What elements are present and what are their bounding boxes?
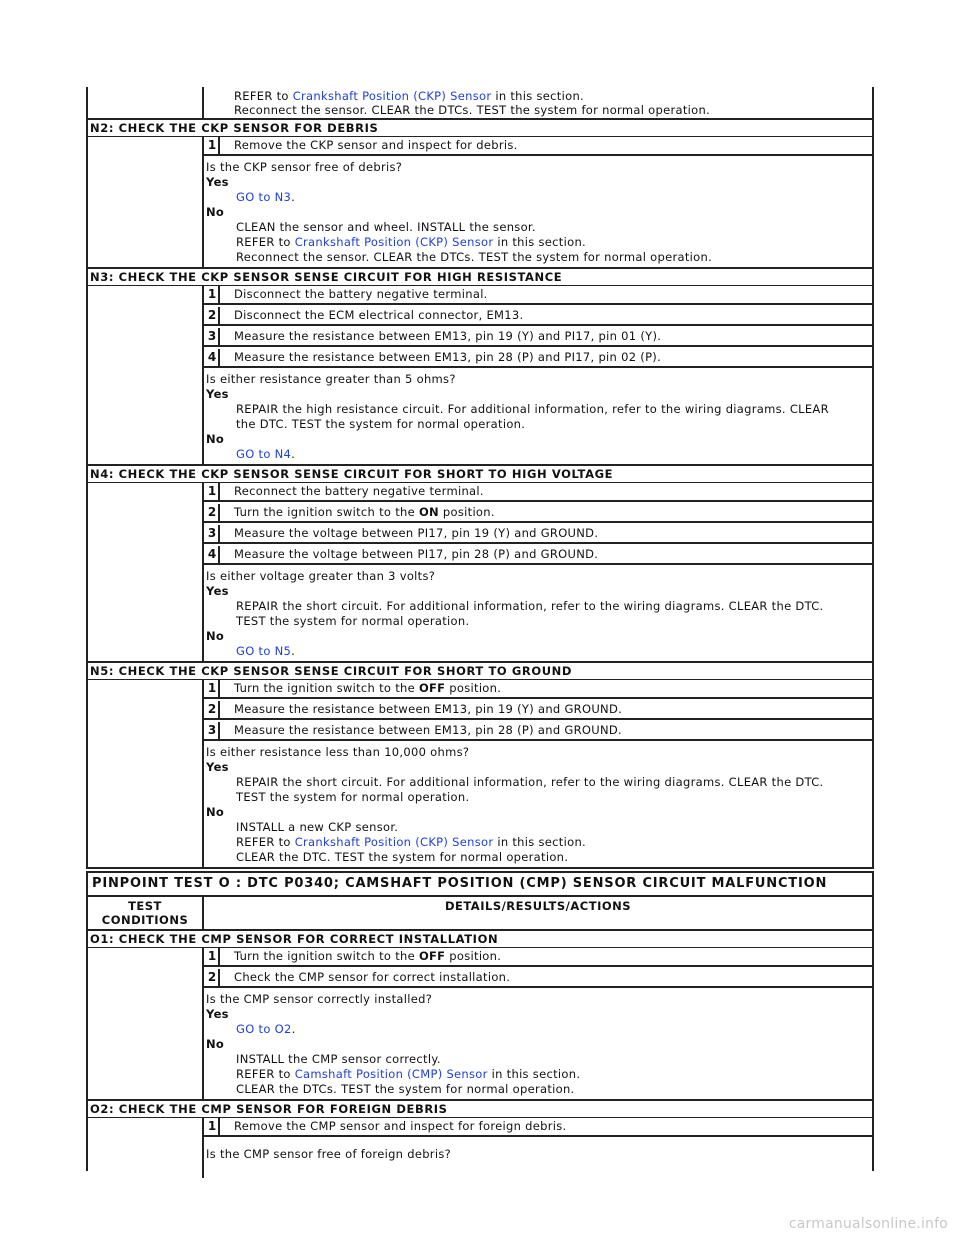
cmp-sensor-link[interactable]: Camshaft Position (CMP) Sensor (294, 1067, 488, 1081)
step-row (204, 948, 872, 967)
step-row (204, 286, 872, 305)
ckp-sensor-link[interactable]: Crankshaft Position (CKP) Sensor (292, 89, 492, 103)
step-number: 1 (204, 680, 220, 697)
step-number: 4 (204, 546, 220, 563)
no-label: No (206, 432, 225, 446)
column-header-row (88, 897, 872, 929)
step-text: Turn the ignition switch to the OFF position. (234, 949, 502, 963)
pinpoint-test-o-table (86, 871, 874, 1171)
test-conditions-header: TEST CONDITIONS (88, 897, 204, 929)
step-number: 3 (204, 525, 220, 542)
step-text: Measure the resistance between EM13, pin 19 (Y) and GROUND. (234, 702, 623, 716)
n3-result: Is either resistance greater than 5 ohms? Yes REPAIR the high resistance circuit. For additional information, refer to the wiring diagrams. CLEAR the DTC. TEST the system for normal operation. No GO to N4. (204, 370, 872, 464)
o2-header: O2: CHECK THE CMP SENSOR FOR FOREIGN DEBRIS (88, 1099, 872, 1118)
no-label: No (206, 805, 225, 819)
step-text: Reconnect the battery negative terminal. (234, 484, 484, 498)
step-row (204, 504, 872, 523)
step-text: Turn the ignition switch to the OFF position. (234, 681, 502, 695)
watermark: carmanualsonline.info (788, 1216, 948, 1232)
step-number: 2 (204, 969, 220, 986)
question: Is the CMP sensor free of foreign debris? (206, 1147, 452, 1161)
step-row (204, 1118, 872, 1137)
step-text: Measure the voltage between PI17, pin 28 (P) and GROUND. (234, 547, 599, 561)
step-number: 2 (204, 504, 220, 521)
o1-row (88, 948, 872, 1099)
step-row (204, 525, 872, 544)
step-number: 2 (204, 701, 220, 718)
o1-header: O1: CHECK THE CMP SENSOR FOR CORRECT INSTALLATION (88, 929, 872, 948)
ckp-sensor-link[interactable]: Crankshaft Position (CKP) Sensor (294, 835, 494, 849)
step-row (204, 969, 872, 988)
go-to-n3-link[interactable]: GO to N3 (236, 190, 292, 204)
n2-row (88, 137, 872, 267)
n2-result: Is the CKP sensor free of debris? Yes GO to N3. No CLEAN the sensor and wheel. INSTALL the sensor. REFER to Crankshaft Position (CKP) Sensor in this section. Reconnect the sensor. CLEAR the DTCs. TEST the system for normal operation. (204, 158, 872, 267)
o2-row (88, 1118, 872, 1178)
step-text: Disconnect the battery negative terminal. (234, 287, 488, 301)
question: Is either resistance greater than 5 ohms? (206, 372, 456, 386)
step-number: 1 (204, 286, 220, 303)
question: Is the CKP sensor free of debris? (206, 160, 403, 174)
pinpoint-test-n-table (86, 87, 874, 869)
step-number: 3 (204, 722, 220, 739)
step-number: 2 (204, 307, 220, 324)
ckp-sensor-link[interactable]: Crankshaft Position (CKP) Sensor (294, 235, 494, 249)
step-number: 1 (204, 137, 220, 154)
table-title: PINPOINT TEST O : DTC P0340; CAMSHAFT POSITION (CMP) SENSOR CIRCUIT MALFUNCTION (88, 873, 872, 897)
step-text: Measure the resistance between EM13, pin 28 (P) and GROUND. (234, 723, 622, 737)
go-to-n4-link[interactable]: GO to N4 (236, 447, 292, 461)
question: Is either voltage greater than 3 volts? (206, 569, 436, 583)
step-row (204, 546, 872, 565)
yes-label: Yes (206, 584, 229, 598)
step-row (204, 307, 872, 326)
details-header: DETAILS/RESULTS/ACTIONS (444, 899, 632, 913)
step-row (204, 483, 872, 502)
step-number: 1 (204, 1118, 220, 1135)
step-number: 1 (204, 948, 220, 965)
question: Is either resistance less than 10,000 ohms? (206, 745, 470, 759)
step-text: Measure the voltage between PI17, pin 19 (Y) and GROUND. (234, 526, 599, 540)
step-text: Turn the ignition switch to the ON position. (234, 505, 495, 519)
step-row (204, 328, 872, 347)
n1-continuation-row (88, 87, 872, 118)
n3-row (88, 286, 872, 464)
step-text: Measure the resistance between EM13, pin 28 (P) and PI17, pin 02 (P). (234, 350, 662, 364)
yes-label: Yes (206, 1007, 229, 1021)
yes-label: Yes (206, 760, 229, 774)
no-label: No (206, 205, 225, 219)
go-to-o2-link[interactable]: GO to O2 (236, 1022, 292, 1036)
yes-label: Yes (206, 387, 229, 401)
n1-continuation-text: REFER to Crankshaft Position (CKP) Sensor in this section. Reconnect the sensor. CLEAR the DTCs. TEST the system for normal operation. (234, 89, 711, 117)
n4-row (88, 483, 872, 661)
step-row (204, 680, 872, 699)
n5-header: N5: CHECK THE CKP SENSOR SENSE CIRCUIT FOR SHORT TO GROUND (88, 661, 872, 680)
step-number: 4 (204, 349, 220, 366)
n4-result: Is either voltage greater than 3 volts? Yes REPAIR the short circuit. For additional information, refer to the wiring diagrams. CLEAR the DTC. TEST the system for normal operation. No GO to N5. (204, 567, 872, 661)
yes-label: Yes (206, 175, 229, 189)
o1-result: Is the CMP sensor correctly installed? Yes GO to O2. No INSTALL the CMP sensor correctly. REFER to Camshaft Position (CMP) Sensor in this section. CLEAR the DTCs. TEST the system for normal operation. (204, 990, 872, 1099)
question: Is the CMP sensor correctly installed? (206, 992, 433, 1006)
step-number: 1 (204, 483, 220, 500)
no-label: No (206, 629, 225, 643)
step-text: Remove the CKP sensor and inspect for debris. (234, 138, 518, 152)
n4-header: N4: CHECK THE CKP SENSOR SENSE CIRCUIT FOR SHORT TO HIGH VOLTAGE (88, 464, 872, 483)
step-text: Remove the CMP sensor and inspect for foreign debris. (234, 1119, 567, 1133)
step-row (204, 722, 872, 741)
step-text: Check the CMP sensor for correct installation. (234, 970, 511, 984)
go-to-n5-link[interactable]: GO to N5 (236, 644, 292, 658)
no-label: No (206, 1037, 225, 1051)
step-row (204, 701, 872, 720)
n5-result: Is either resistance less than 10,000 ohms? Yes REPAIR the short circuit. For additional information, refer to the wiring diagrams. CLEAR the DTC. TEST the system for normal operation. No INSTALL a new CKP sensor. REFER to Crankshaft Position (CKP) Sensor in this section. CLEAR the DTC. TEST the system for normal operation. (204, 743, 872, 867)
step-text: Disconnect the ECM electrical connector, EM13. (234, 308, 524, 322)
n3-header: N3: CHECK THE CKP SENSOR SENSE CIRCUIT FOR HIGH RESISTANCE (88, 267, 872, 286)
o2-result (204, 1139, 872, 1164)
step-row (204, 137, 872, 156)
step-row (204, 349, 872, 368)
n5-row (88, 680, 872, 867)
step-number: 3 (204, 328, 220, 345)
n2-header: N2: CHECK THE CKP SENSOR FOR DEBRIS (88, 118, 872, 137)
step-text: Measure the resistance between EM13, pin 19 (Y) and PI17, pin 01 (Y). (234, 329, 662, 343)
